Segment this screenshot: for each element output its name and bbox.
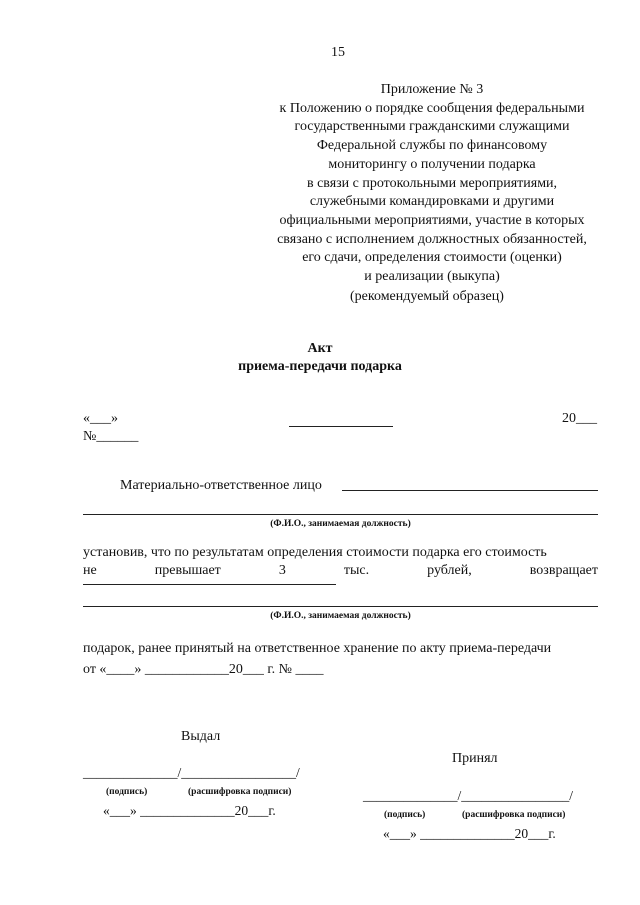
word: возвращает <box>529 563 598 578</box>
act-subtitle: приема-передачи подарка <box>238 359 402 374</box>
issued-sign-line: ______________/_________________/ <box>83 765 300 780</box>
recipient-line <box>83 606 598 607</box>
year-field: 20___ <box>562 411 597 426</box>
appendix-line: его сдачи, определения стоимости (оценки) <box>302 250 562 266</box>
appendix-line: государственными гражданскими служащими <box>294 119 570 135</box>
received-decode-caption: (расшифровка подписи) <box>462 810 566 820</box>
word: не <box>83 563 97 578</box>
page-number: 15 <box>331 45 345 60</box>
fio-caption-2: (Ф.И.О., занимаемая должность) <box>270 611 411 621</box>
place-line <box>289 426 393 427</box>
sample-note: (рекомендуемый образец) <box>350 289 504 304</box>
responsible-line <box>342 490 598 491</box>
received-date-line: «___» ______________20___г. <box>383 826 556 841</box>
issued-label: Выдал <box>181 729 221 744</box>
word: 3 <box>278 563 286 578</box>
body-line-3: подарок, ранее принятый на ответственное хранение по акту приема-передачи <box>83 641 552 656</box>
act-number: №______ <box>83 429 139 444</box>
appendix-line: служебными командировками и другими <box>309 194 555 210</box>
issued-sign-caption: (подпись) <box>106 787 148 797</box>
responsible-line-2 <box>83 514 598 515</box>
fio-caption-1: (Ф.И.О., занимаемая должность) <box>270 519 411 529</box>
issued-date-line: «___» ______________20___г. <box>103 803 276 818</box>
word: рублей, <box>427 563 472 578</box>
appendix-line: в связи с протокольными мероприятиями, <box>306 175 558 191</box>
body-line-2 <box>83 563 598 579</box>
word: тыс. <box>343 563 370 578</box>
issued-decode-caption: (расшифровка подписи) <box>188 787 292 797</box>
body-line-4: от «____» ____________20___ г. № ____ <box>83 662 324 677</box>
appendix-block <box>260 81 604 287</box>
word: превышает <box>154 563 221 578</box>
appendix-line: Федеральной службы по финансовому <box>316 138 548 154</box>
appendix-line: официальными мероприятиями, участие в которых <box>279 212 585 228</box>
amount-line <box>83 584 336 585</box>
body-line-1: установив, что по результатам определения стоимости подарка его стоимость <box>83 545 547 560</box>
appendix-line: мониторингу о получении подарка <box>328 156 536 172</box>
received-sign-line: ______________/________________/ <box>363 788 574 803</box>
appendix-line: Приложение № 3 <box>380 82 484 97</box>
appendix-line: и реализации (выкупа) <box>364 269 500 285</box>
date-quotes: «___» <box>83 411 118 426</box>
responsible-label: Материально-ответственное лицо <box>120 478 322 493</box>
appendix-line: к Положению о порядке сообщения федеральными <box>279 100 585 116</box>
appendix-line: связано с исполнением должностных обязанностей, <box>277 231 587 247</box>
received-sign-caption: (подпись) <box>384 810 426 820</box>
act-title: Акт <box>307 341 333 356</box>
received-label: Принял <box>452 751 498 766</box>
